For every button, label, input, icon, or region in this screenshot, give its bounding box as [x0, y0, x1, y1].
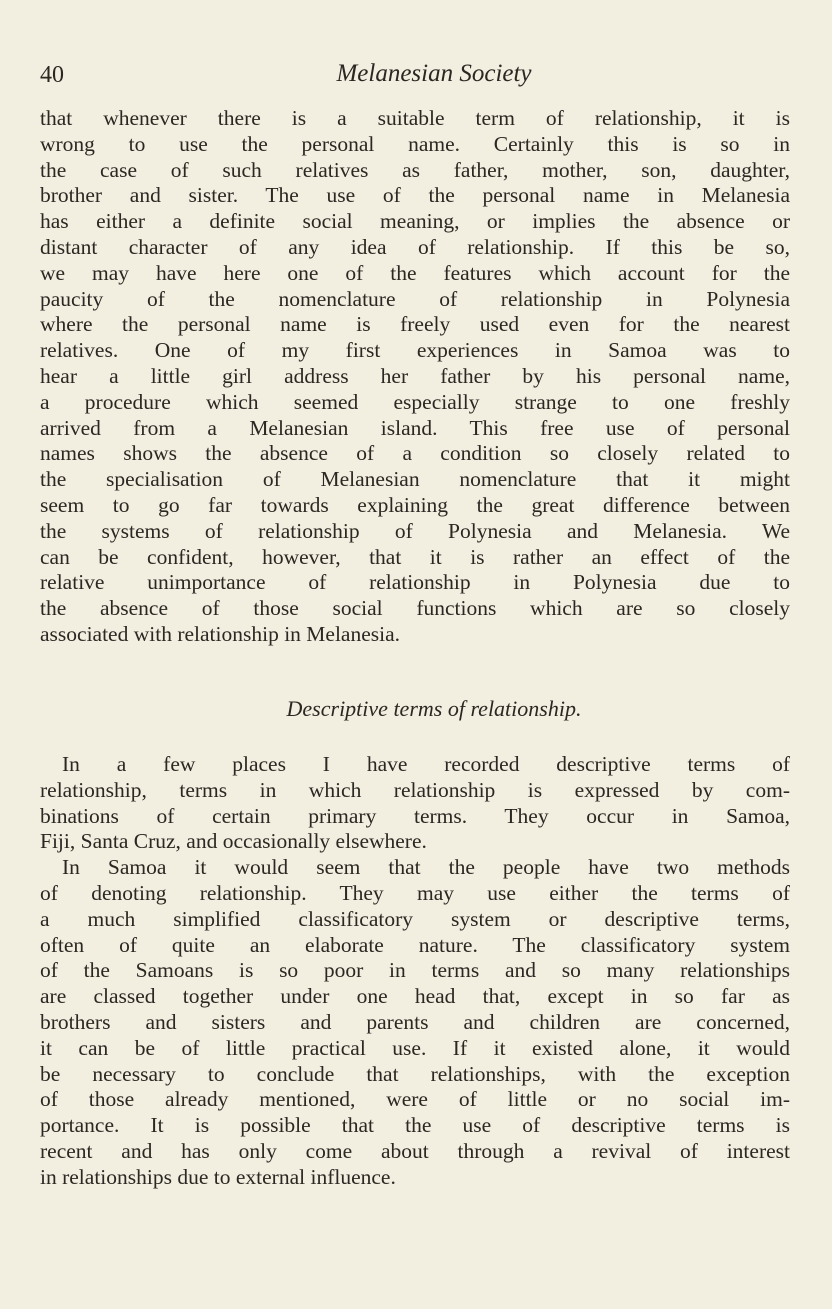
- text-line: be necessary to conclude that relationships, with the exception: [40, 1061, 790, 1086]
- text-line: paucity of the nomenclature of relationship in Polynesia: [40, 286, 790, 311]
- text-line: are classed together under one head that, except in so far as: [40, 984, 790, 1009]
- text-line: seem to go far towards explaining the great difference between: [40, 492, 790, 517]
- text-line: of those already mentioned, were of little or no social im-: [40, 1087, 790, 1112]
- text-line: names shows the absence of a condition so closely related to: [40, 441, 790, 466]
- text-line: brother and sister. The use of the personal name in Melanesia: [40, 183, 790, 208]
- text-line: in relationships due to external influence.: [40, 1164, 396, 1189]
- text-line: we may have here one of the features which account for the: [40, 260, 790, 285]
- text-line: relatives. One of my first experiences in Samoa was to: [40, 338, 790, 363]
- text-line: relative unimportance of relationship in Polynesia due to: [40, 570, 790, 595]
- body-text-top: [40, 106, 790, 648]
- text-line: a procedure which seemed especially strange to one freshly: [40, 389, 790, 414]
- text-line: In Samoa it would seem that the people have two methods: [62, 855, 790, 880]
- text-line: of the Samoans is so poor in terms and so many relationships: [40, 958, 790, 983]
- text-line: portance. It is possible that the use of descriptive terms is: [40, 1113, 790, 1138]
- text-line: wrong to use the personal name. Certainly this is so in: [40, 131, 790, 156]
- text-line: often of quite an elaborate nature. The classificatory system: [40, 932, 790, 957]
- text-line: arrived from a Melanesian island. This free use of personal: [40, 415, 790, 440]
- text-line: brothers and sisters and parents and children are concerned,: [40, 1009, 790, 1034]
- text-line: distant character of any idea of relationship. If this be so,: [40, 234, 790, 259]
- text-line: Fiji, Santa Cruz, and occasionally elsewhere.: [40, 829, 427, 854]
- text-line: a much simplified classificatory system or descriptive terms,: [40, 906, 790, 931]
- text-line: it can be of little practical use. If it existed alone, it would: [40, 1035, 790, 1060]
- body-text-bottom: [40, 752, 790, 1191]
- text-line: has either a definite social meaning, or implies the absence or: [40, 209, 790, 234]
- text-line: relationship, terms in which relationship is expressed by com-: [40, 777, 790, 802]
- text-line: that whenever there is a suitable term of relationship, it is: [40, 106, 790, 130]
- text-line: the absence of those social functions which are so closely: [40, 596, 790, 621]
- running-title: Melanesian Society: [336, 60, 532, 87]
- page-number: 40: [40, 62, 64, 88]
- text-line: can be confident, however, that it is rather an effect of the: [40, 544, 790, 569]
- text-line: hear a little girl address her father by his personal name,: [40, 363, 790, 388]
- text-line: associated with relationship in Melanesia.: [40, 621, 401, 646]
- text-line: the systems of relationship of Polynesia and Melanesia. We: [40, 518, 790, 543]
- text-line: In a few places I have recorded descriptive terms of: [62, 752, 790, 776]
- text-line: of denoting relationship. They may use either the terms of: [40, 880, 790, 905]
- text-line: the case of such relatives as father, mother, son, daughter,: [40, 157, 790, 182]
- text-line: where the personal name is freely used even for the nearest: [40, 312, 790, 337]
- text-line: binations of certain primary terms. They occur in Samoa,: [40, 803, 790, 828]
- text-line: the specialisation of Melanesian nomenclature that it might: [40, 467, 790, 492]
- text-line: recent and has only come about through a revival of interest: [40, 1138, 790, 1163]
- section-heading: Descriptive terms of relationship.: [286, 696, 582, 721]
